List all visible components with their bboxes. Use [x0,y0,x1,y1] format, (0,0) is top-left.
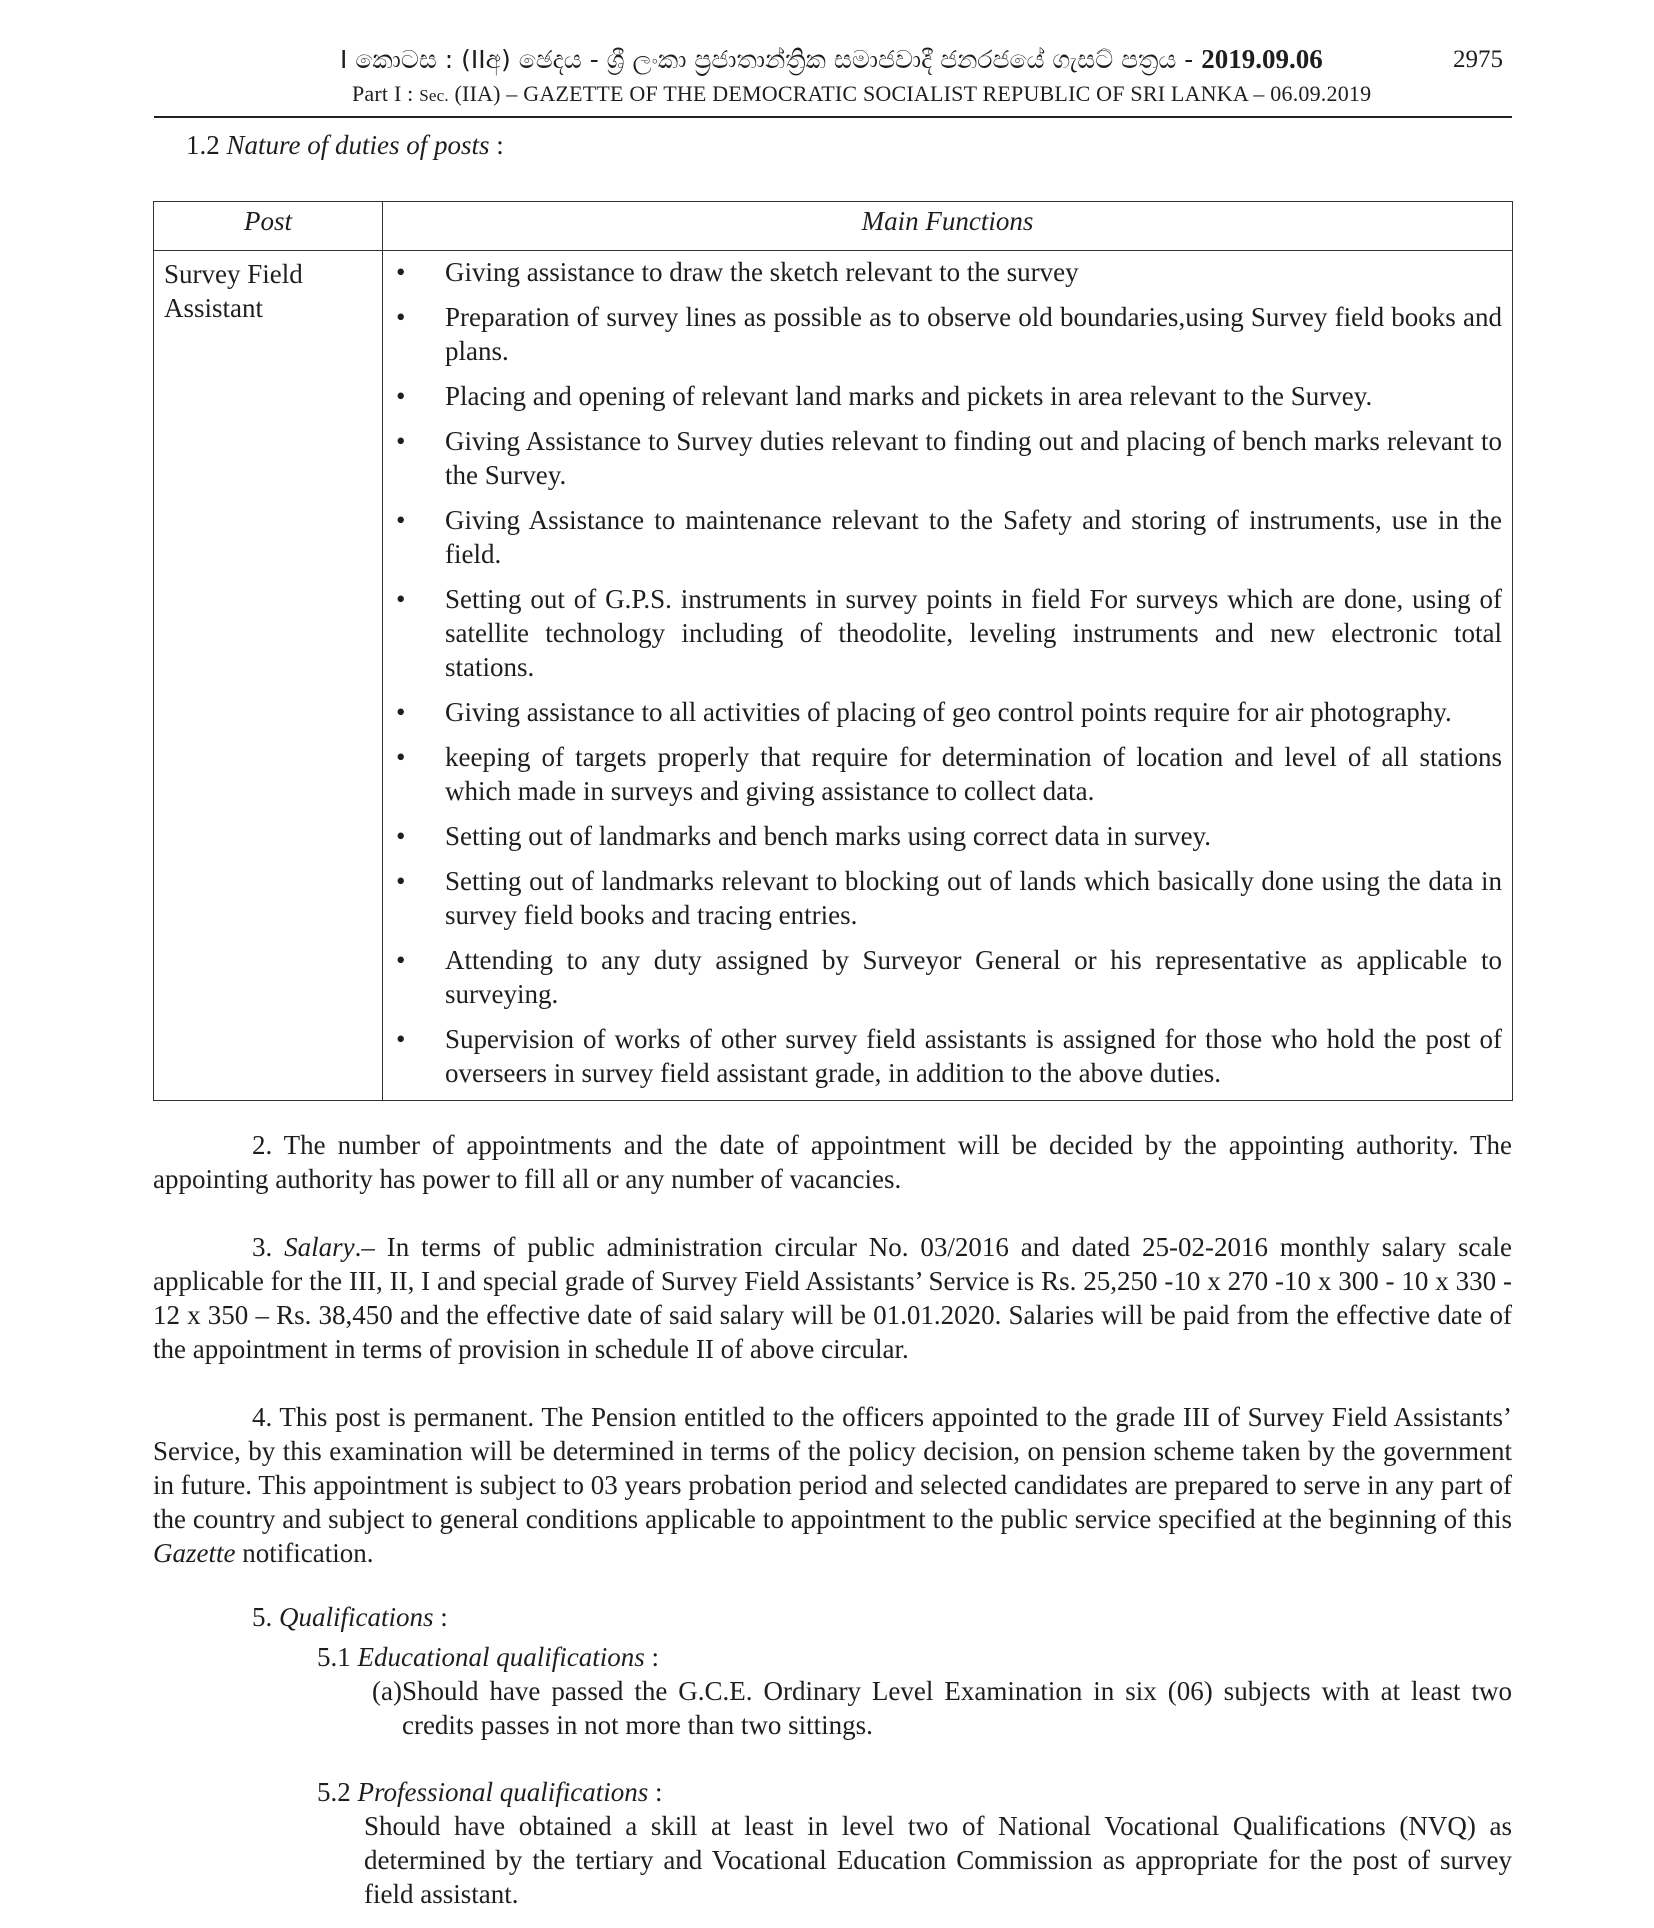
para-3-title: Salary [284,1232,355,1262]
list-item [393,424,1502,492]
bullet: • [396,697,406,727]
list-item [393,740,1502,808]
section-5-number: 5. [252,1602,279,1632]
section-1-2-heading [186,130,504,161]
bullet: • [396,866,406,896]
section-5-title: Qualifications [279,1602,434,1632]
function-text: Preparation of survey lines as possible as to observe old boundaries,using Survey field books and plans. [445,302,1502,366]
function-text: Giving Assistance to Survey duties relevant to finding out and placing of bench marks relevant to the Survey. [445,426,1502,490]
function-text: Supervision of works of other survey field assistants is assigned for those who hold the post of overseers in survey field assistant grade, in addition to the above duties. [445,1024,1502,1088]
function-text: Attending to any duty assigned by Surveyor General or his representative as applicable to surveying. [445,945,1502,1009]
paragraph-2: 2. The number of appointments and the date of appointment will be decided by the appointing authority. The appointing authority has power to fill all or any number of vacancies. [153,1130,1512,1194]
section-5-2-suffix: : [648,1777,663,1807]
duties-table-header-row [154,202,1513,251]
para-4-tail: notification. [235,1538,374,1568]
section-5-1-heading [317,1640,659,1674]
bullet: • [396,257,406,287]
section-5-2-heading [317,1775,663,1809]
post-cell [154,251,383,1101]
sinhala-header-date: 2019.09.06 [1201,44,1323,74]
post-name-line-1: Survey Field [164,259,303,289]
bullet: • [396,821,406,851]
section-5-2-title: Professional qualifications [357,1777,649,1807]
functions-cell [383,251,1513,1101]
para-4-gazette: Gazette [153,1538,236,1568]
function-text: Giving assistance to draw the sketch relevant to the survey [445,257,1079,287]
bullet: • [396,742,406,772]
english-header [352,81,1371,107]
list-item [393,864,1502,932]
bullet: • [396,1024,406,1054]
function-text: keeping of targets properly that require for determination of location and level of all stations which made in surveys and giving assistance to collect data. [445,742,1502,806]
para-3-body: .– In terms of public administration circular No. 03/2016 and dated 25-02-2016 monthly salary scale applicable for the III, II, I and special grade of Survey Field Assistants’ Service is Rs. 25,250 -10 x 270 -10 x 300 - 10 x 330 - 12 x 350 – Rs. 38,450 and the effective date of said salary will be 01.01.2020. Salaries will be paid from the effective date of the appointment in terms of provision in schedule II of above circular. [153,1232,1512,1364]
list-item [393,943,1502,1011]
section-5-1-suffix: : [644,1642,659,1672]
header-part-num: I : [388,81,420,106]
functions-list [393,255,1502,1090]
para-4-body: 4. This post is permanent. The Pension entitled to the officers appointed to the grade III of Survey Field Assistants’ Service, by this examination will be determined in terms of the policy decision, on pension scheme taken by the government in future. This appointment is subject to 03 years probation period and selected candidates are prepared to serve in any part of the country and subject to general conditions applicable to appointment to the public service specified at the beginning of this [153,1402,1512,1534]
post-name-line-2: Assistant [164,293,264,323]
function-text: Giving Assistance to maintenance relevant to the Safety and storing of instruments, use in the field. [445,505,1502,569]
list-item [393,503,1502,571]
item-a-label: (a) [372,1676,402,1706]
bullet: • [396,381,406,411]
section-1-2-title: Nature of duties of posts [226,130,490,160]
section-5-suffix: : [433,1602,448,1632]
bullet: • [396,426,406,456]
header-part: Part [352,81,389,106]
header-post: Post [154,202,383,251]
section-5-2-number: 5.2 [317,1777,358,1807]
header-main-functions: Main Functions [383,202,1513,251]
list-item [393,1022,1502,1090]
header-sec: Sec. [419,86,449,105]
page-number: 2975 [1453,46,1503,73]
function-text: Placing and opening of relevant land marks and pickets in area relevant to the Survey. [445,381,1373,411]
bullet: • [396,945,406,975]
function-text: Setting out of landmarks and bench marks using correct data in survey. [445,821,1212,851]
para-3-number: 3. [252,1232,285,1262]
header-rule [154,116,1512,118]
paragraph-3-salary [153,1230,1512,1366]
bullet: • [396,505,406,535]
list-item [393,300,1502,368]
bullet: • [396,584,406,614]
header-rest: (IIA) – GAZETTE OF THE DEMOCRATIC SOCIALIST REPUBLIC OF SRI LANKA – 06.09.2019 [448,81,1372,106]
paragraph-4 [153,1400,1512,1570]
list-item [393,819,1502,853]
table-row [154,251,1513,1101]
list-item [393,255,1502,289]
duties-table [153,201,1513,1101]
function-text: Setting out of G.P.S. instruments in survey points in field For surveys which are done, using of satellite technology including of theodolite, leveling instruments and new electronic total stations. [445,584,1502,682]
section-5-1-number: 5.1 [317,1642,358,1672]
function-text: Giving assistance to all activities of placing of geo control points require for air photography. [445,697,1452,727]
section-1-2-number: 1.2 [186,130,227,160]
function-text: Setting out of landmarks relevant to blocking out of lands which basically done using the data in survey field books and tracing entries. [445,866,1502,930]
list-item [393,695,1502,729]
list-item [393,582,1502,684]
bullet: • [396,302,406,332]
sinhala-header [340,44,1400,75]
section-5-1-title: Educational qualifications [357,1642,645,1672]
section-1-2-suffix: : [489,130,504,160]
section-5-2-text: Should have obtained a skill at least in level two of National Vocational Qualifications (NVQ) as determined by the tertiary and Vocational Education Commission as appropriate for the post of survey field assistant. [364,1811,1512,1909]
section-5-1-item-a [372,1674,1512,1742]
item-a-text: Should have passed the G.C.E. Ordinary Level Examination in six (06) subjects with at least two credits passes in not more than two sittings. [401,1676,1512,1740]
sinhala-header-text: I කොටස : (IIඅ) ඡෙදය - ශ්‍රී ලංකා ප්‍රජාතාන්ත්‍රික සමාජවාදී ජනරජයේ ගැසට් පත්‍රය - [340,45,1202,74]
section-5-heading [252,1600,448,1634]
list-item [393,379,1502,413]
